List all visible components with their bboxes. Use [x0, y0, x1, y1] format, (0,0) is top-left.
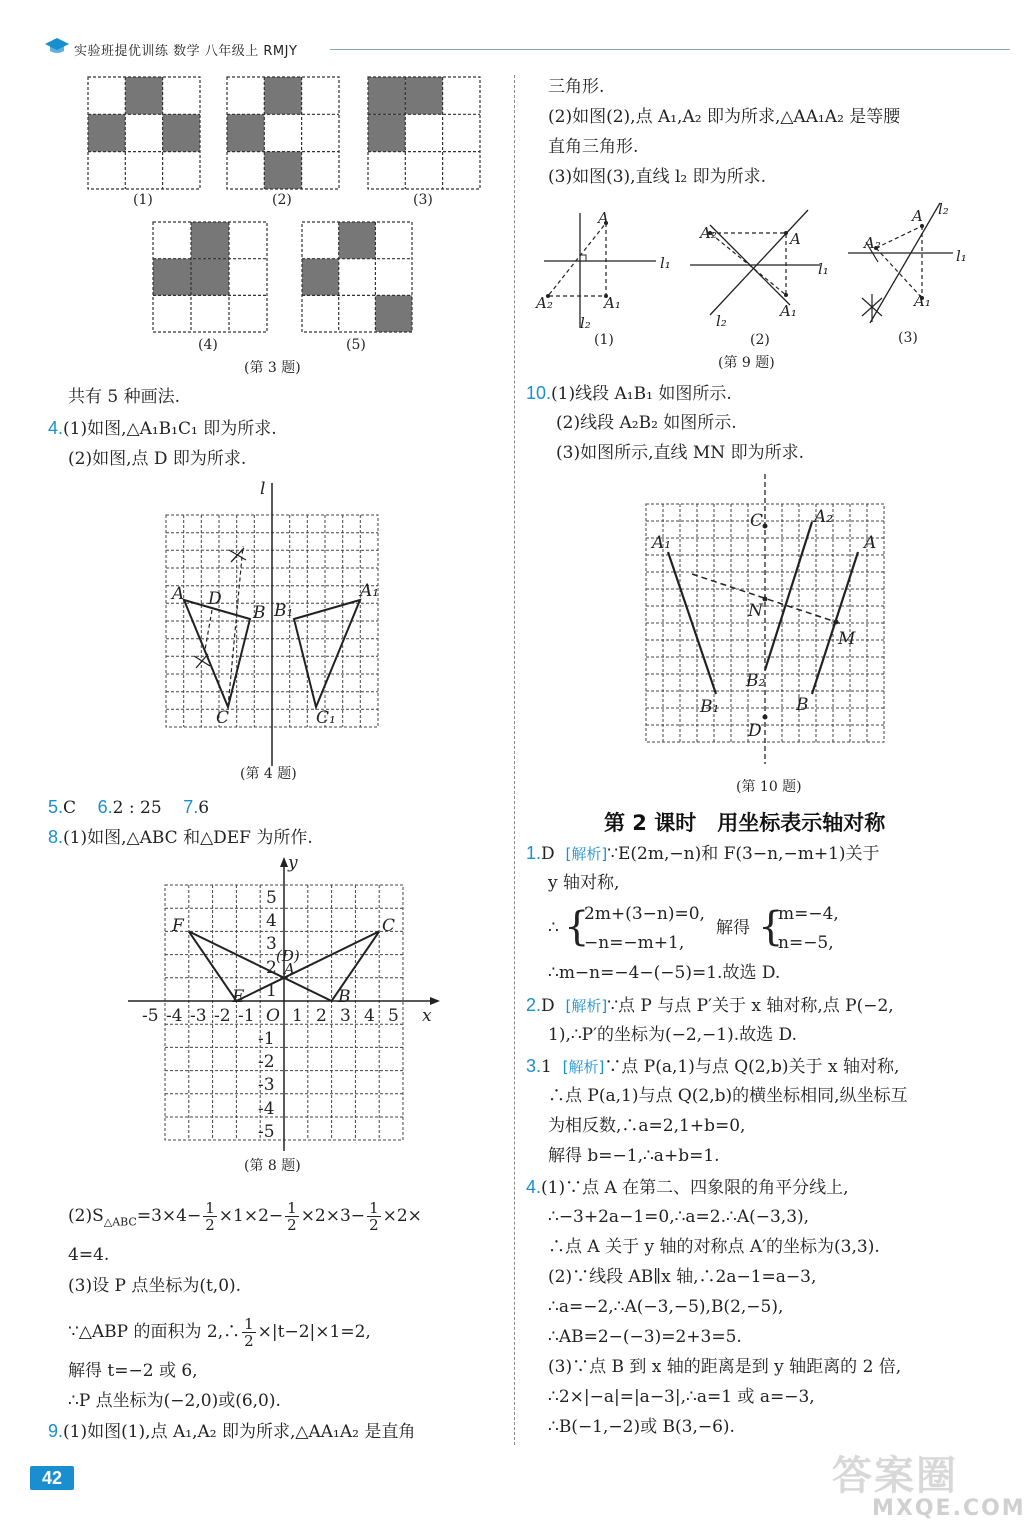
- header-logo-icon: [44, 36, 70, 56]
- fraction-half: $\frac{1}{2}$: [369, 1199, 379, 1234]
- q10-number: 10.: [526, 383, 552, 403]
- s1-brace-l2: −n=−m+1,: [584, 933, 685, 953]
- q9-f2-A2: A₂: [700, 224, 717, 242]
- column-divider: [514, 75, 515, 1445]
- q8-number: 8.: [48, 827, 64, 847]
- q8-line-3: 4=4.: [68, 1245, 110, 1265]
- q10-label-N: N: [748, 601, 763, 621]
- q8-xtick: -1: [238, 1006, 255, 1026]
- q4-number: 4.: [48, 418, 64, 438]
- q8-xtick: 4: [364, 1006, 375, 1026]
- q10-label-A: A: [864, 533, 877, 553]
- q9-f1-l1: l₁: [660, 254, 671, 272]
- q10-line-1: 10.(1)线段 A₁B₁ 如图所示.: [526, 383, 732, 404]
- q4-label-D: D: [208, 589, 222, 609]
- q3-caption-4: (4): [198, 337, 218, 353]
- q9-f2-l2: l₂: [716, 312, 727, 330]
- q8-ytick: -5: [258, 1122, 275, 1142]
- q8-xtick: -4: [166, 1006, 183, 1026]
- q9-f1-l2: l₂: [580, 314, 591, 332]
- q3-caption-3: (3): [413, 192, 433, 208]
- s1-brace-r2: n=−5,: [778, 933, 834, 953]
- fraction-half: $\frac{1}{2}$: [205, 1199, 215, 1234]
- q8-figure-caption: (第 8 题): [244, 1158, 301, 1174]
- q9-number: 9.: [48, 1421, 64, 1441]
- q8-xtick: -3: [190, 1006, 207, 1026]
- s3-line-2: ∴点 P(a,1)与点 Q(2,b)的横坐标相同,纵坐标互: [548, 1086, 908, 1106]
- page-number: 42: [30, 1466, 74, 1490]
- s4-line-3: ∴点 A 关于 y 轴的对称点 A′的坐标为(3,3).: [548, 1237, 880, 1257]
- s1-brace-r1: m=−4,: [778, 904, 839, 924]
- q3-grid-1: [88, 77, 200, 189]
- s1-therefore: ∴: [548, 918, 559, 938]
- q9-caption-3: (3): [898, 330, 918, 346]
- q9-cont-2: (2)如图(2),点 A₁,A₂ 即为所求,△AA₁A₂ 是等腰: [548, 107, 901, 127]
- watermark-logo-text: 答案圈: [832, 1453, 958, 1499]
- q8-ytick: -4: [258, 1099, 275, 1119]
- q10-label-B1: B₁: [700, 697, 720, 717]
- header-rule: [330, 49, 1010, 50]
- q8-xtick: 2: [316, 1006, 327, 1026]
- q4-figure: [166, 478, 380, 778]
- analysis-tag: [解析]: [565, 997, 608, 1015]
- q4-label-B: B: [253, 603, 266, 623]
- q10-line-2: (2)线段 A₂B₂ 如图所示.: [556, 413, 737, 433]
- q4-line-2: (2)如图,点 D 即为所求.: [68, 449, 247, 469]
- s4-line-1: 4.(1)∵点 A 在第二、四象限的角平分线上,: [526, 1177, 849, 1198]
- q8-axis-y: y: [288, 853, 298, 873]
- q10-line-3: (3)如图所示,直线 MN 即为所求.: [556, 443, 804, 463]
- q4-label-A1: A₁: [360, 581, 380, 601]
- q8-line-7: ∴P 点坐标为(−2,0)或(6,0).: [68, 1391, 281, 1411]
- q8-xtick: -2: [214, 1006, 231, 1026]
- q3-grid-3: [368, 77, 480, 189]
- q3-grid-5: [302, 222, 412, 332]
- q8-ytick: 1: [266, 981, 277, 1001]
- q10-figure: [646, 474, 886, 774]
- q10-label-B: B: [796, 695, 809, 715]
- q4-figure-caption: (第 4 题): [240, 766, 297, 782]
- q9-cont-4: (3)如图(3),直线 l₂ 即为所求.: [548, 167, 767, 187]
- q8-ytick: 4: [266, 911, 277, 931]
- q9-figure-caption: (第 9 题): [718, 355, 775, 371]
- section-title: 第 2 课时 用坐标表示轴对称: [604, 811, 886, 835]
- q9-f1-A: A: [598, 209, 609, 227]
- q4-line-1: 4.(1)如图,△A₁B₁C₁ 即为所求.: [48, 418, 277, 439]
- q8-label-A: A: [284, 960, 295, 978]
- q5-7-answers: 5.C 6.2 : 25 7.6: [48, 797, 210, 818]
- q9-f2-A: A: [790, 230, 801, 248]
- q8-xtick: 1: [292, 1006, 303, 1026]
- s1-brace-l1: 2m+(3−n)=0,: [584, 904, 705, 924]
- s3-line-1: 3.1 [解析]∵点 P(a,1)与点 Q(2,b)关于 x 轴对称,: [526, 1056, 900, 1077]
- s2-line-1: 2.D [解析]∵点 P 与点 P′关于 x 轴对称,点 P(−2,: [526, 995, 894, 1016]
- analysis-tag: [解析]: [565, 845, 608, 863]
- q9-f3-A2: A₂: [864, 234, 881, 252]
- s4-line-8: ∴2×|−a|=|a−3|,∴a=1 或 a=−3,: [548, 1387, 815, 1407]
- q3-caption-1: (1): [133, 192, 153, 208]
- q10-label-A2: A₂: [814, 507, 834, 527]
- analysis-tag: [解析]: [562, 1058, 605, 1076]
- q3-answer: 共有 5 种画法.: [68, 387, 181, 407]
- s4-line-4: (2)∵线段 AB∥x 轴,∴2a−1=a−3,: [548, 1267, 817, 1287]
- s1-brace-left: {: [564, 904, 590, 950]
- q3-caption-2: (2): [272, 192, 292, 208]
- q9-line-1: 9.(1)如图(1),点 A₁,A₂ 即为所求,△AA₁A₂ 是直角: [48, 1421, 416, 1442]
- book-title: 实验班提优训练 数学 八年级上 RMJY: [74, 44, 298, 59]
- q8-line-2: $(2)S_{\triangle ABC}=3\times 4-$ $\frac{1}{2}$ ×1×2− $\frac{1}{2}$ ×2×3− $\frac{1}{2}$ ×2×: [68, 1199, 422, 1234]
- q4-label-B1: B₁: [274, 601, 294, 621]
- q9-f1-A1: A₁: [604, 294, 621, 312]
- watermark-url: MXQE.COM: [872, 1496, 1026, 1521]
- s4-line-5: ∴a=−2,∴A(−3,−5),B(2,−5),: [548, 1297, 784, 1317]
- q8-line-5: ∵△ABP 的面积为 2,∴ $\frac{1}{2}$ ×|t−2|×1=2,: [68, 1315, 371, 1350]
- q9-caption-2: (2): [750, 332, 770, 348]
- s1-line-2: y 轴对称,: [548, 873, 620, 893]
- q8-ytick: -2: [258, 1052, 275, 1072]
- q8-label-C: C: [382, 916, 396, 936]
- q3-grid-4: [153, 222, 267, 332]
- q9-f3-l2: l₂: [938, 200, 949, 218]
- q4-label-A: A: [172, 584, 185, 604]
- q9-f1-A2: A₂: [536, 294, 553, 312]
- q3-grid-2: [227, 77, 339, 189]
- s2-line-2: 1),∴P′的坐标为(−2,−1).故选 D.: [548, 1025, 797, 1045]
- q8-label-D: (D): [276, 947, 300, 965]
- q9-f2-A1: A₁: [780, 302, 797, 320]
- q8-line-6: 解得 t=−2 或 6,: [68, 1361, 198, 1381]
- q3-figure-caption: (第 3 题): [244, 360, 301, 376]
- fraction-half: $\frac{1}{2}$: [287, 1199, 297, 1234]
- q10-label-A1: A₁: [652, 533, 672, 553]
- q10-label-C: C: [750, 511, 764, 531]
- q8-ytick: 3: [266, 934, 277, 954]
- s3-line-4: 解得 b=−1,∴a+b=1.: [548, 1146, 720, 1166]
- s4-line-2: ∴−3+2a−1=0,∴a=2.∴A(−3,3),: [548, 1207, 810, 1227]
- q9-f3-A: A: [912, 207, 923, 225]
- q10-label-M: M: [838, 629, 856, 649]
- q8-line-1: 8.(1)如图,△ABC 和△DEF 为所作.: [48, 827, 313, 848]
- q8-ytick: 2: [266, 958, 277, 978]
- q8-ytick: -3: [258, 1075, 275, 1095]
- q9-cont-1: 三角形.: [548, 77, 605, 97]
- q8-label-B: B: [338, 987, 351, 1007]
- q10-label-B2: B₂: [746, 671, 766, 691]
- q10-label-D: D: [748, 721, 762, 741]
- q8-label-F: F: [172, 916, 184, 936]
- s4-line-6: ∴AB=2−(−3)=2+3=5.: [548, 1327, 742, 1347]
- q8-xtick: 5: [388, 1006, 399, 1026]
- q8-xtick: -5: [142, 1006, 159, 1026]
- q8-line-4: (3)设 P 点坐标为(t,0).: [68, 1276, 242, 1296]
- q8-xtick: 3: [340, 1006, 351, 1026]
- s1-solve: 解得: [716, 918, 750, 938]
- q9-caption-1: (1): [594, 332, 614, 348]
- q9-cont-3: 直角三角形.: [548, 137, 639, 157]
- fraction-half: $\frac{1}{2}$: [244, 1315, 254, 1350]
- s4-line-9: ∴B(−1,−2)或 B(3,−6).: [548, 1417, 735, 1437]
- q4-label-C1: C₁: [316, 708, 336, 728]
- s4-line-7: (3)∵点 B 到 x 轴的距离是到 y 轴距离的 2 倍,: [548, 1357, 902, 1377]
- s3-line-3: 为相反数,∴a=2,1+b=0,: [548, 1116, 746, 1136]
- q9-f2-l1: l₁: [818, 260, 829, 278]
- q8-origin: O: [266, 1006, 280, 1026]
- q3-caption-5: (5): [346, 337, 366, 353]
- s1-brace-right: {: [758, 904, 784, 950]
- q8-ytick: -1: [258, 1029, 275, 1049]
- q10-figure-caption: (第 10 题): [736, 779, 802, 795]
- q4-label-C: C: [216, 708, 230, 728]
- s1-line-1: 1.D [解析]∵E(2m,−n)和 F(3−n,−m+1)关于: [526, 843, 880, 864]
- q8-ytick: 5: [266, 888, 277, 908]
- q8-axis-x: x: [422, 1006, 432, 1026]
- q8-label-E: E: [232, 987, 245, 1007]
- s1-line-3: ∴m−n=−4−(−5)=1.故选 D.: [548, 963, 781, 983]
- q9-f3-l1: l₁: [956, 247, 967, 265]
- q4-label-l: l: [260, 479, 266, 499]
- q9-f3-A1: A₁: [914, 292, 931, 310]
